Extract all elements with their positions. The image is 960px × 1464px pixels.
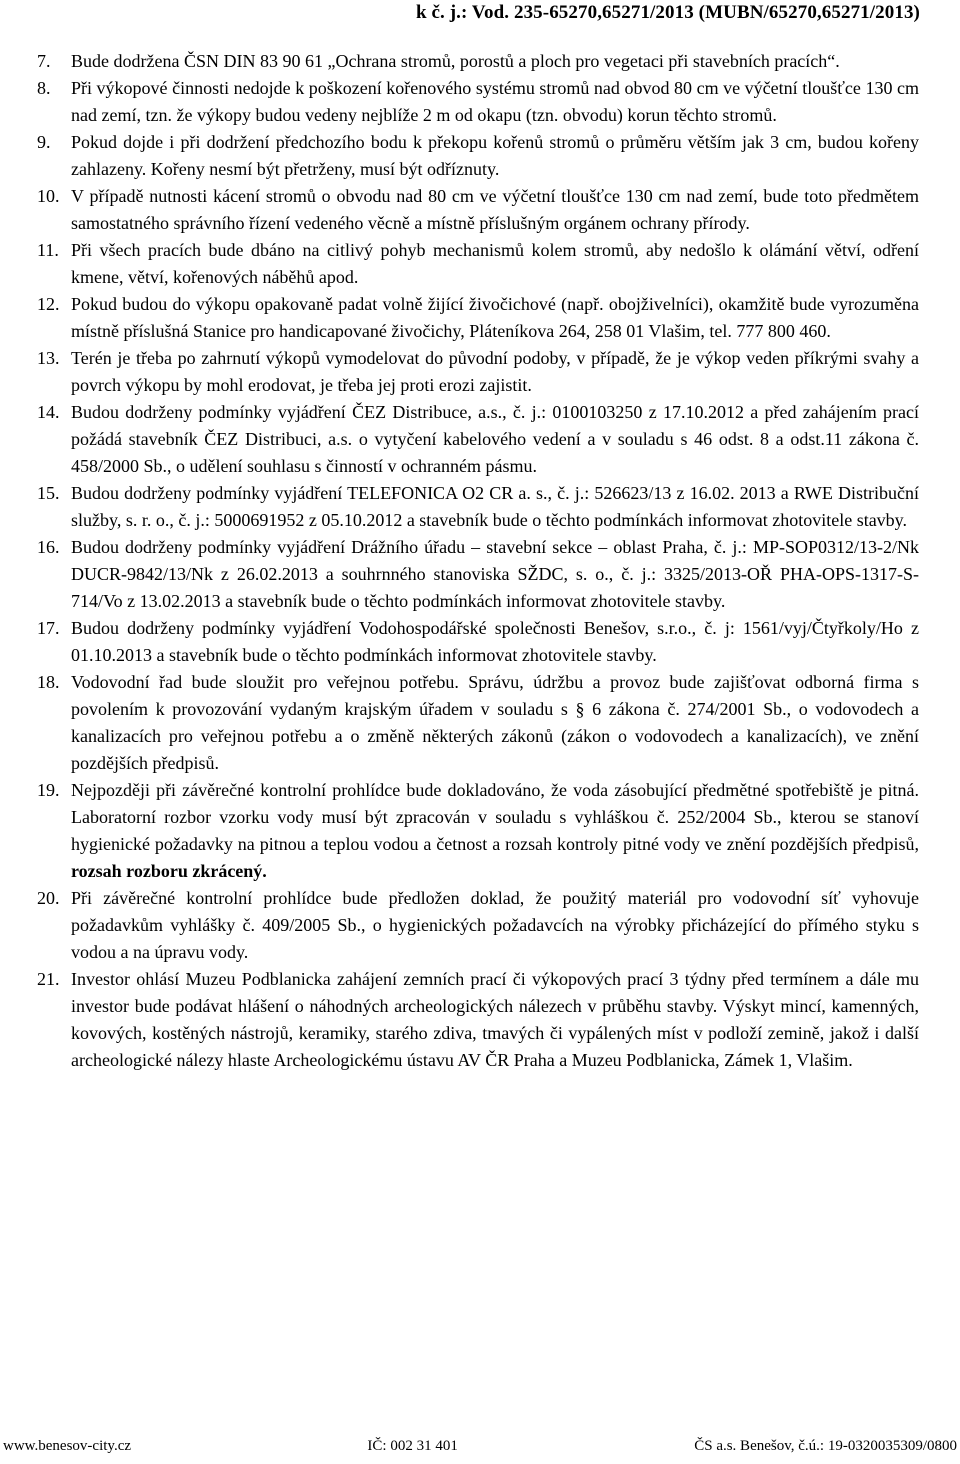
item-text-bold: rozsah rozboru zkrácený. (71, 861, 267, 881)
item-text: Investor ohlásí Muzeu Podblanicka zahájení zemních prací či výkopových prací 3 týdny před termínem a dále mu investor bude podávat hlášení o náhodných archeologických nálezech v průběhu stavby. Výskyt mincí, kamenných, kovových, kostěných nástrojů, keramiky, starého zdiva, tmavých či vypálených míst v podloží zemině, jakož i další archeologické nálezy hlaste Archeologickému ústavu AV ČR Praha a Muzeu Podblanicka, Zámek 1, Vlašim. (71, 969, 919, 1070)
item-text: V případě nutnosti kácení stromů o obvodu nad 80 cm ve výčetní tloušťce 130 cm nad zemí, bude toto předmětem samostatného správního řízení vedeného věcně a místně příslušným orgánem ochrany přírody. (71, 186, 919, 233)
item-text: Budou dodrženy podmínky vyjádření Drážního úřadu – stavební sekce – oblast Praha, č. j.: MP-SOP0312/13-2/Nk DUCR-9842/13/Nk z 26.02.2013 a souhrnného stanoviska SŽDC, s. o., č. j.: 3325/2013-OŘ PHA-OPS-1317-S-714/Vo z 13.02.2013 a stavebník bude o těchto podmínkách informovat zhotovitele stavby. (71, 537, 919, 611)
item-number: 7. (37, 51, 51, 71)
item-text-regular: Nejpozději při závěrečné kontrolní prohlídce bude dokladováno, že voda zásobující předmětné spotřebiště je pitná. Laboratorní rozbor vzorku vody musí být zpracován v souladu s vyhláškou č. 252/2004 Sb., kterou se stanoví hygienické požadavky na pitnou a teplou vodou a četnost a rozsah kontroly pitné vody ve znění pozdějších předpisů, (71, 780, 919, 854)
item-number: 8. (37, 78, 51, 98)
item-number: 16. (37, 537, 60, 557)
item-number: 15. (37, 483, 60, 503)
item-text: Budou dodrženy podmínky vyjádření ČEZ Distribuce, a.s., č. j.: 0100103250 z 17.10.2012 a před zahájením prací požádá stavebník ČEZ Distribuci, a.s. o vytyčení kabelového vedení a v souladu s 46 odst. 8 a odst.11 zákona č. 458/2000 Sb., o udělení souhlasu s činností v ochranném pásmu. (71, 402, 919, 476)
list-item (37, 966, 919, 1074)
item-text (71, 777, 919, 885)
conditions-list (37, 48, 919, 1074)
footer-bank-account: ČS a.s. Benešov, č.ú.: 19-0320035309/0800 (694, 1438, 957, 1454)
item-number: 11. (37, 240, 59, 260)
list-item (37, 885, 919, 966)
item-text: Budou dodrženy podmínky vyjádření TELEFONICA O2 CR a. s., č. j.: 526623/13 z 16.02. 2013 a RWE Distribuční služby, s. r. o., č. j.: 5000691952 z 05.10.2012 a stavebník bude o těchto podmínkách informovat zhotovitele stavby. (71, 483, 919, 530)
item-text: Při všech pracích bude dbáno na citlivý pohyb mechanismů kolem stromů, aby nedošlo k olámání větví, odření kmene, větví, kořenových náběhů apod. (71, 240, 919, 287)
item-text: Při závěrečné kontrolní prohlídce bude předložen doklad, že použitý materiál pro vodovodní síť vyhovuje požadavkům vyhlášky č. 409/2005 Sb., o hygienických požadavcích na výrobky přicházející do přímého styku s vodou a na úpravu vody. (71, 888, 919, 962)
document-reference: k č. j.: Vod. 235-65270,65271/2013 (MUBN/65270,65271/2013) (415, 2, 920, 23)
item-number: 10. (37, 186, 60, 206)
item-number: 12. (37, 294, 60, 314)
list-item (37, 399, 919, 480)
item-number: 19. (37, 780, 60, 800)
list-item (37, 237, 919, 291)
list-item (37, 777, 919, 885)
page-footer (3, 1438, 957, 1455)
list-item (37, 615, 919, 669)
item-number: 17. (37, 618, 60, 638)
list-item (37, 48, 919, 75)
list-item (37, 129, 919, 183)
item-number: 18. (37, 672, 60, 692)
list-item (37, 75, 919, 129)
list-item (37, 291, 919, 345)
footer-ico: IČ: 002 31 401 (367, 1438, 458, 1454)
item-number: 21. (37, 969, 60, 989)
list-item (37, 669, 919, 777)
item-text: Pokud budou do výkopu opakovaně padat volně žijící živočichové (např. obojživelníci), okamžitě bude vyrozuměna místně příslušná Stanice pro handicapované živočichy, Pláteníkova 264, 258 01 Vlašim, tel. 777 800 460. (71, 294, 919, 341)
item-text: Budou dodrženy podmínky vyjádření Vodohospodářské společnosti Benešov, s.r.o., č. j: 1561/vyj/Čtyřkoly/Ho z 01.10.2013 a stavebník bude o těchto podmínkách informovat zhotovitele stavby. (71, 618, 919, 665)
list-item (37, 480, 919, 534)
item-text: Pokud dojde i při dodržení předchozího bodu k překopu kořenů stromů o průměru větším jak 3 cm, budou kořeny zahlazeny. Kořeny nesmí být přetrženy, musí být odříznuty. (71, 132, 919, 179)
footer-website-link[interactable]: www.benesov-city.cz (3, 1438, 132, 1454)
item-text: Bude dodržena ČSN DIN 83 90 61 „Ochrana stromů, porostů a ploch pro vegetaci při stavebních pracích“. (71, 51, 840, 71)
list-item (37, 345, 919, 399)
list-item (37, 183, 919, 237)
item-text: Vodovodní řad bude sloužit pro veřejnou potřebu. Správu, údržbu a provoz bude zajišťovat odborná firma s povolením k provozování vydaným krajským úřadem v souladu s § 6 zákona č. 274/2001 Sb., o vodovodech a kanalizacích pro veřejnou potřebu a o změně některých zákonů (zákon o vodovodech a kanalizacích), ve znění pozdějších předpisů. (71, 672, 919, 773)
item-number: 13. (37, 348, 60, 368)
item-text: Při výkopové činnosti nedojde k poškození kořenového systému stromů nad obvod 80 cm ve výčetní tloušťce 130 cm nad zemí, tzn. že výkopy budou vedeny nejblíže 2 m od okapu (tzn. obvodu) korun těchto stromů. (71, 78, 919, 125)
item-number: 20. (37, 888, 60, 908)
item-number: 9. (37, 132, 51, 152)
item-text: Terén je třeba po zahrnutí výkopů vymodelovat do původní podoby, v případě, že je výkop veden příkrými svahy a povrch výkopu by mohl erodovat, je třeba jej proti erozi zajistit. (71, 348, 919, 395)
list-item (37, 534, 919, 615)
item-number: 14. (37, 402, 60, 422)
